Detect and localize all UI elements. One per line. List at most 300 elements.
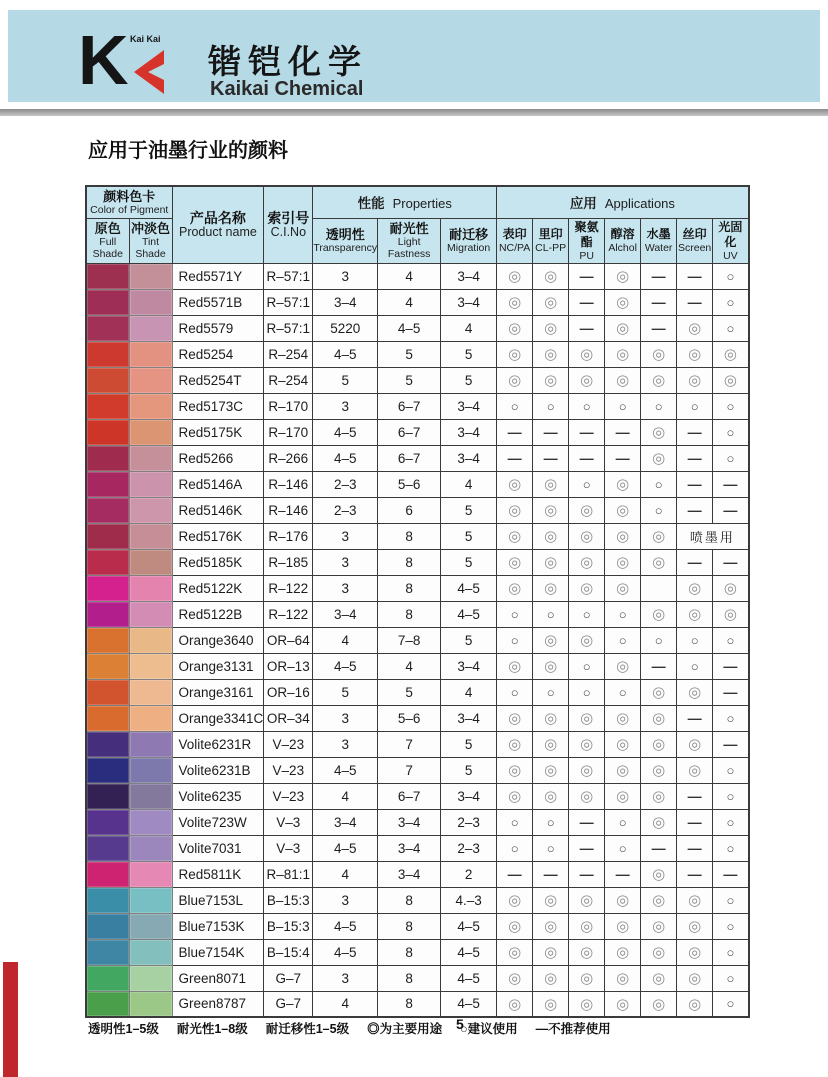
application-cell: — — [677, 783, 713, 809]
legend-item: —不推荐使用 — [535, 1022, 611, 1036]
application-cell: ◎ — [641, 419, 677, 445]
transparency-cell: 4 — [313, 627, 378, 653]
product-name-cell: Volite6235 — [172, 783, 264, 809]
tint-shade-swatch — [129, 809, 172, 835]
application-cell: ◎ — [641, 861, 677, 887]
application-cell: ◎ — [641, 705, 677, 731]
application-cell: ○ — [713, 887, 749, 913]
pigment-row — [86, 575, 749, 601]
full-shade-swatch — [86, 731, 129, 757]
application-cell: ◎ — [641, 445, 677, 471]
ci-no-cell: OR–34 — [264, 705, 313, 731]
full-shade-swatch — [86, 887, 129, 913]
application-cell: — — [497, 419, 533, 445]
application-cell: ○ — [497, 679, 533, 705]
application-cell: ◎ — [677, 939, 713, 965]
migration-cell: 3–4 — [441, 263, 497, 289]
light-fastness-cell: 8 — [378, 939, 441, 965]
header-app-clpp-cn: 里印 — [538, 227, 563, 241]
product-name-cell: Red5811K — [172, 861, 264, 887]
application-cell: ◎ — [497, 289, 533, 315]
ci-no-cell: R–170 — [264, 393, 313, 419]
migration-cell: 2–3 — [441, 809, 497, 835]
application-cell: ○ — [533, 601, 569, 627]
application-cell: ◎ — [605, 887, 641, 913]
migration-cell: 5 — [441, 497, 497, 523]
product-name-cell: Orange3131 — [172, 653, 264, 679]
header-app-clpp — [533, 218, 569, 263]
application-note-cell: 喷墨用 — [677, 523, 749, 549]
full-shade-swatch — [86, 367, 129, 393]
application-cell: — — [605, 419, 641, 445]
header-tint-shade-en: Tint Shade — [135, 236, 166, 260]
application-cell: ○ — [713, 809, 749, 835]
application-cell: — — [569, 809, 605, 835]
pigment-row — [86, 341, 749, 367]
ci-no-cell: R–81:1 — [264, 861, 313, 887]
light-fastness-cell: 7 — [378, 731, 441, 757]
application-cell: ○ — [713, 757, 749, 783]
application-cell: ◎ — [605, 263, 641, 289]
transparency-cell: 4–5 — [313, 757, 378, 783]
product-name-cell: Red5146K — [172, 497, 264, 523]
ci-no-cell: R–122 — [264, 575, 313, 601]
legend-item: ◎为主要用途 — [367, 1022, 443, 1036]
full-shade-swatch — [86, 939, 129, 965]
light-fastness-cell: 8 — [378, 965, 441, 991]
light-fastness-cell: 3–4 — [378, 861, 441, 887]
light-fastness-cell: 3–4 — [378, 835, 441, 861]
pigment-table-body — [86, 263, 749, 1017]
application-cell: ◎ — [497, 887, 533, 913]
application-cell: — — [713, 549, 749, 575]
application-cell: ◎ — [641, 549, 677, 575]
transparency-cell: 4 — [313, 783, 378, 809]
application-cell: ◎ — [497, 471, 533, 497]
tint-shade-swatch — [129, 835, 172, 861]
product-name-cell: Blue7153L — [172, 887, 264, 913]
migration-cell: 4–5 — [441, 965, 497, 991]
application-cell: ◎ — [497, 315, 533, 341]
transparency-cell: 4–5 — [313, 913, 378, 939]
light-fastness-cell: 5 — [378, 367, 441, 393]
application-cell: ◎ — [641, 783, 677, 809]
application-cell: ◎ — [605, 523, 641, 549]
light-fastness-cell: 4 — [378, 289, 441, 315]
product-name-cell: Red5173C — [172, 393, 264, 419]
light-fastness-cell: 7–8 — [378, 627, 441, 653]
application-cell: ○ — [605, 679, 641, 705]
pigment-row — [86, 705, 749, 731]
application-cell: ◎ — [533, 523, 569, 549]
transparency-cell: 4 — [313, 991, 378, 1017]
application-cell: ○ — [605, 809, 641, 835]
application-cell: ◎ — [569, 939, 605, 965]
transparency-cell: 3–4 — [313, 601, 378, 627]
header-light-cn: 耐光性 — [389, 221, 429, 236]
application-cell: ◎ — [533, 757, 569, 783]
application-cell: ○ — [713, 263, 749, 289]
application-cell: ◎ — [605, 757, 641, 783]
full-shade-swatch — [86, 705, 129, 731]
header-full-shade-cn: 原色 — [94, 221, 121, 236]
header-app-ncpa-cn: 表印 — [502, 227, 527, 241]
application-cell: — — [677, 861, 713, 887]
application-cell: — — [641, 315, 677, 341]
application-cell: ◎ — [533, 965, 569, 991]
tint-shade-swatch — [129, 523, 172, 549]
ci-no-cell: R–57:1 — [264, 315, 313, 341]
application-cell: ○ — [677, 653, 713, 679]
pigment-row — [86, 861, 749, 887]
pigment-row — [86, 263, 749, 289]
product-name-cell: Red5122B — [172, 601, 264, 627]
product-name-cell: Red5579 — [172, 315, 264, 341]
pigment-row — [86, 939, 749, 965]
product-name-cell: Orange3161 — [172, 679, 264, 705]
header-color-card-cn: 颜料色卡 — [103, 188, 156, 204]
migration-cell: 3–4 — [441, 419, 497, 445]
pigment-row — [86, 497, 749, 523]
application-cell: ○ — [677, 627, 713, 653]
migration-cell: 4–5 — [441, 601, 497, 627]
transparency-cell: 2–3 — [313, 497, 378, 523]
transparency-cell: 4 — [313, 861, 378, 887]
legend-item: 透明性1–5级 — [88, 1022, 159, 1036]
header-product-cn: 产品名称 — [189, 210, 246, 227]
light-fastness-cell: 7 — [378, 757, 441, 783]
application-cell: ◎ — [641, 601, 677, 627]
application-cell: ○ — [605, 835, 641, 861]
header-app-screen-cn: 丝印 — [682, 227, 707, 241]
application-cell: ◎ — [713, 601, 749, 627]
header-app-alcohol — [605, 218, 641, 263]
application-cell: ◎ — [533, 991, 569, 1017]
application-cell: ◎ — [533, 497, 569, 523]
pigment-table-header — [86, 186, 749, 263]
tint-shade-swatch — [129, 757, 172, 783]
application-cell: ◎ — [605, 575, 641, 601]
full-shade-swatch — [86, 575, 129, 601]
application-cell: ◎ — [569, 731, 605, 757]
header-app-alcohol-cn: 醇溶 — [610, 227, 635, 241]
migration-cell: 5 — [441, 757, 497, 783]
header-properties-group — [313, 186, 497, 218]
application-cell: ◎ — [605, 731, 641, 757]
page-title: 应用于油墨行业的颜料 — [88, 140, 288, 162]
transparency-cell: 3 — [313, 965, 378, 991]
application-cell: ◎ — [533, 341, 569, 367]
transparency-cell: 2–3 — [313, 471, 378, 497]
application-cell: — — [569, 861, 605, 887]
application-cell: ◎ — [497, 913, 533, 939]
pigment-row — [86, 471, 749, 497]
ci-no-cell: OR–16 — [264, 679, 313, 705]
header-band — [8, 10, 820, 102]
tint-shade-swatch — [129, 445, 172, 471]
light-fastness-cell: 8 — [378, 549, 441, 575]
header-app-ncpa-en: NC/PA — [498, 242, 531, 254]
application-cell: ○ — [605, 393, 641, 419]
application-cell: ◎ — [605, 367, 641, 393]
application-cell: ◎ — [605, 471, 641, 497]
pigment-row — [86, 549, 749, 575]
light-fastness-cell: 5 — [378, 341, 441, 367]
application-cell: ◎ — [677, 887, 713, 913]
light-fastness-cell: 5–6 — [378, 705, 441, 731]
application-cell: ◎ — [641, 809, 677, 835]
application-cell: ○ — [533, 809, 569, 835]
application-cell: ◎ — [605, 705, 641, 731]
application-cell: ◎ — [497, 367, 533, 393]
pigment-row — [86, 965, 749, 991]
migration-cell: 5 — [441, 549, 497, 575]
ci-no-cell: G–7 — [264, 991, 313, 1017]
application-cell: ○ — [533, 393, 569, 419]
header-full-shade-en: Full Shade — [92, 236, 123, 260]
application-cell: — — [569, 263, 605, 289]
ci-no-cell: R–176 — [264, 523, 313, 549]
application-cell: ◎ — [641, 731, 677, 757]
migration-cell: 5 — [441, 523, 497, 549]
application-cell: ◎ — [605, 289, 641, 315]
application-cell: ○ — [713, 705, 749, 731]
application-cell: ◎ — [605, 913, 641, 939]
product-name-cell: Blue7153K — [172, 913, 264, 939]
application-cell: — — [677, 263, 713, 289]
application-cell: ◎ — [533, 887, 569, 913]
header-app-uv-en: UV — [723, 249, 738, 262]
ci-no-cell: R–185 — [264, 549, 313, 575]
application-cell: ◎ — [641, 367, 677, 393]
ci-no-cell: V–3 — [264, 835, 313, 861]
ci-no-cell: V–3 — [264, 809, 313, 835]
header-app-clpp-en: CL-PP — [535, 242, 567, 254]
ci-no-cell: B–15:3 — [264, 887, 313, 913]
application-cell: — — [533, 861, 569, 887]
product-name-cell: Red5122K — [172, 575, 264, 601]
pigment-row — [86, 653, 749, 679]
application-cell: ◎ — [677, 575, 713, 601]
application-cell: ○ — [497, 809, 533, 835]
migration-cell: 4 — [441, 679, 497, 705]
header-divider — [0, 109, 828, 116]
legend-item: 耐迁移性1–5级 — [265, 1022, 350, 1036]
application-cell: ○ — [641, 627, 677, 653]
transparency-cell: 3 — [313, 393, 378, 419]
header-applications-group — [497, 186, 749, 218]
application-cell: — — [569, 419, 605, 445]
application-cell: — — [605, 445, 641, 471]
transparency-cell: 3 — [313, 731, 378, 757]
application-cell: ◎ — [569, 757, 605, 783]
header-app-screen-en: Screen — [677, 242, 712, 254]
header-transparency-cn: 透明性 — [325, 227, 365, 242]
tint-shade-swatch — [129, 731, 172, 757]
application-cell: ◎ — [533, 627, 569, 653]
transparency-cell: 4–5 — [313, 445, 378, 471]
header-product-en: Product name — [178, 225, 257, 240]
transparency-cell: 3 — [313, 575, 378, 601]
application-cell: — — [713, 861, 749, 887]
application-cell: ◎ — [641, 679, 677, 705]
pigment-row — [86, 913, 749, 939]
light-fastness-cell: 5 — [378, 679, 441, 705]
tint-shade-swatch — [129, 601, 172, 627]
migration-cell: 3–4 — [441, 393, 497, 419]
application-cell: ○ — [569, 601, 605, 627]
application-cell: ◎ — [569, 523, 605, 549]
application-cell: ◎ — [569, 497, 605, 523]
application-cell: ◎ — [641, 965, 677, 991]
application-cell: ◎ — [677, 367, 713, 393]
transparency-cell: 3 — [313, 887, 378, 913]
migration-cell: 5 — [441, 367, 497, 393]
application-cell: — — [677, 835, 713, 861]
application-cell: — — [569, 315, 605, 341]
application-cell: ◎ — [497, 653, 533, 679]
light-fastness-cell: 4–5 — [378, 315, 441, 341]
product-name-cell: Volite6231B — [172, 757, 264, 783]
migration-cell: 3–4 — [441, 783, 497, 809]
application-cell: ○ — [569, 393, 605, 419]
full-shade-swatch — [86, 627, 129, 653]
application-cell: ○ — [641, 471, 677, 497]
application-cell: — — [497, 861, 533, 887]
application-cell: ○ — [605, 601, 641, 627]
tint-shade-swatch — [129, 367, 172, 393]
application-cell: ◎ — [677, 757, 713, 783]
application-cell: ◎ — [677, 679, 713, 705]
application-cell: — — [497, 445, 533, 471]
full-shade-swatch — [86, 783, 129, 809]
ci-no-cell: R–170 — [264, 419, 313, 445]
pigment-row — [86, 523, 749, 549]
application-cell: ◎ — [569, 367, 605, 393]
migration-cell: 3–4 — [441, 653, 497, 679]
application-cell: ◎ — [569, 341, 605, 367]
page-number: 5 — [456, 1016, 464, 1032]
pigment-row — [86, 445, 749, 471]
application-cell: ○ — [641, 497, 677, 523]
application-cell: — — [569, 445, 605, 471]
full-shade-swatch — [86, 263, 129, 289]
application-cell: ◎ — [569, 991, 605, 1017]
ci-no-cell: V–23 — [264, 731, 313, 757]
full-shade-swatch — [86, 393, 129, 419]
application-cell: ◎ — [497, 705, 533, 731]
transparency-cell: 4–5 — [313, 653, 378, 679]
application-cell: ○ — [569, 471, 605, 497]
application-cell: ○ — [713, 393, 749, 419]
legend-item: 耐光性1–8级 — [176, 1022, 248, 1036]
application-cell: ◎ — [641, 939, 677, 965]
tint-shade-swatch — [129, 887, 172, 913]
light-fastness-cell: 5–6 — [378, 471, 441, 497]
transparency-cell: 3 — [313, 263, 378, 289]
pigment-row — [86, 835, 749, 861]
product-name-cell: Red5266 — [172, 445, 264, 471]
application-cell: ◎ — [677, 601, 713, 627]
application-cell: ◎ — [497, 549, 533, 575]
header-full-shade — [86, 218, 129, 263]
full-shade-swatch — [86, 991, 129, 1017]
product-name-cell: Volite723W — [172, 809, 264, 835]
application-cell: ◎ — [497, 757, 533, 783]
header-app-pu-en: PU — [579, 249, 594, 262]
product-name-cell: Green8071 — [172, 965, 264, 991]
application-cell: ◎ — [605, 783, 641, 809]
application-cell: ◎ — [605, 549, 641, 575]
application-cell: ◎ — [533, 653, 569, 679]
migration-cell: 4–5 — [441, 991, 497, 1017]
tint-shade-swatch — [129, 549, 172, 575]
application-cell: ◎ — [677, 315, 713, 341]
transparency-cell: 5220 — [313, 315, 378, 341]
header-ci-en: C.I.No — [270, 225, 307, 240]
pigment-row — [86, 601, 749, 627]
header-ci-cn: 索引号 — [267, 210, 310, 227]
tint-shade-swatch — [129, 341, 172, 367]
application-cell: ◎ — [605, 965, 641, 991]
application-cell: ◎ — [533, 913, 569, 939]
pigment-table — [85, 185, 750, 1018]
application-cell: ◎ — [713, 575, 749, 601]
header-migration — [441, 218, 497, 263]
application-cell: ◎ — [533, 367, 569, 393]
tint-shade-swatch — [129, 861, 172, 887]
application-cell: ◎ — [605, 497, 641, 523]
application-cell: ◎ — [605, 315, 641, 341]
transparency-cell: 3–4 — [313, 289, 378, 315]
migration-cell: 5 — [441, 627, 497, 653]
migration-cell: 3–4 — [441, 289, 497, 315]
header-app-water-cn: 水墨 — [646, 227, 671, 241]
full-shade-swatch — [86, 549, 129, 575]
header-app-water-en: Water — [644, 242, 673, 254]
ci-no-cell: V–23 — [264, 757, 313, 783]
application-cell: ◎ — [677, 731, 713, 757]
tint-shade-swatch — [129, 289, 172, 315]
light-fastness-cell: 8 — [378, 523, 441, 549]
logo-chevron-icon — [134, 50, 164, 94]
light-fastness-cell: 6–7 — [378, 393, 441, 419]
application-cell: ◎ — [605, 939, 641, 965]
application-cell: ◎ — [533, 263, 569, 289]
application-cell: — — [533, 445, 569, 471]
migration-cell: 3–4 — [441, 445, 497, 471]
full-shade-swatch — [86, 965, 129, 991]
application-cell: ○ — [713, 627, 749, 653]
application-cell: — — [677, 419, 713, 445]
ci-no-cell: R–254 — [264, 367, 313, 393]
transparency-cell: 5 — [313, 679, 378, 705]
application-cell: — — [713, 653, 749, 679]
tint-shade-swatch — [129, 679, 172, 705]
kaikai-logo — [78, 22, 198, 98]
full-shade-swatch — [86, 289, 129, 315]
full-shade-swatch — [86, 523, 129, 549]
application-cell: — — [641, 653, 677, 679]
header-transparency — [313, 218, 378, 263]
pigment-row — [86, 367, 749, 393]
application-cell: ○ — [641, 393, 677, 419]
migration-cell: 4–5 — [441, 939, 497, 965]
product-name-cell: Red5176K — [172, 523, 264, 549]
header-light-fastness — [378, 218, 441, 263]
header-color-card-en: Color of Pigment — [90, 203, 169, 216]
pigment-row — [86, 315, 749, 341]
